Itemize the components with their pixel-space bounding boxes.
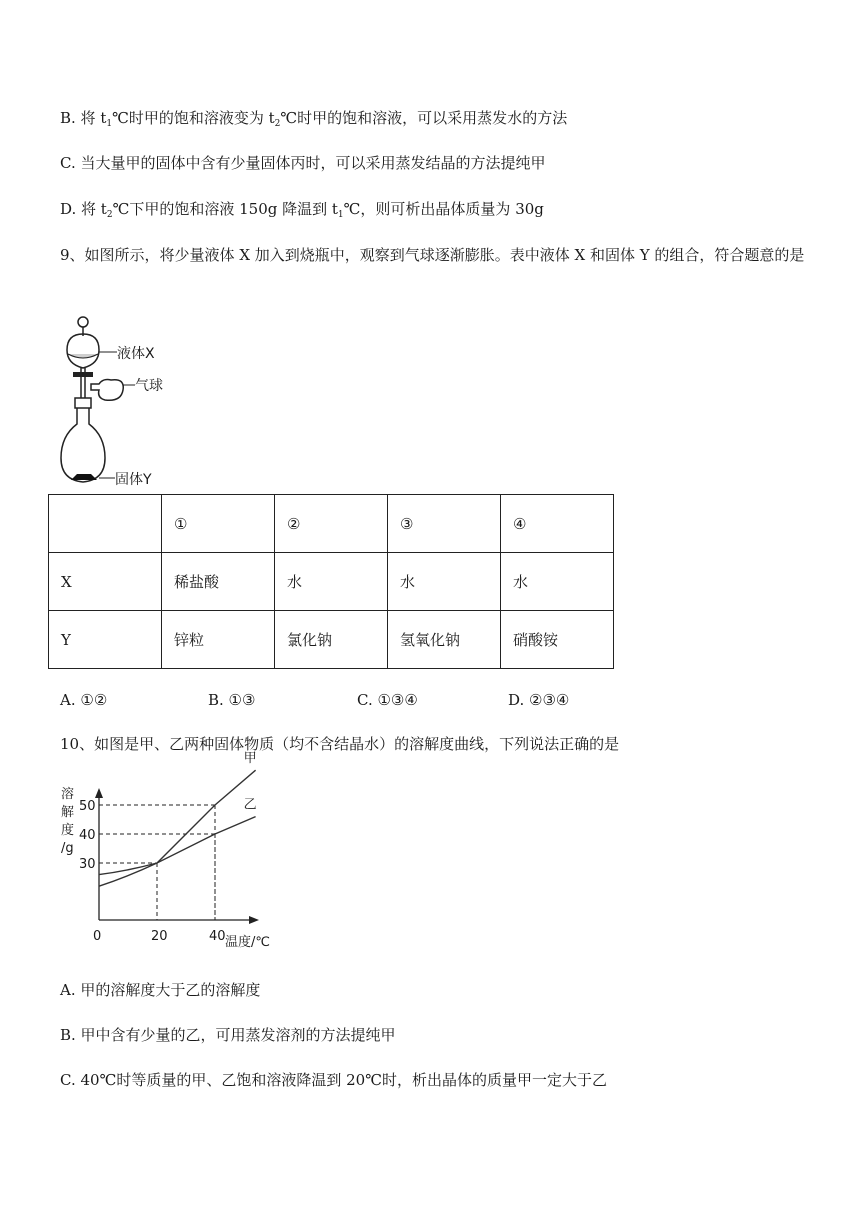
q8-option-b: B. 将 $t_1℃$时甲的饱和溶液变为 $t_2℃$时甲的饱和溶液，可以采用蒸发水的方法	[60, 109, 568, 129]
solubility-chart	[55, 751, 295, 955]
label-solid-y: 固体Y	[115, 472, 152, 488]
q9-combination-table	[48, 494, 614, 669]
table-cell: 水	[275, 553, 388, 611]
y-tick-label: 50	[79, 799, 96, 814]
table-cell: ②	[275, 495, 388, 553]
table-cell: 硝酸铵	[501, 611, 614, 669]
table-cell: Y	[49, 611, 162, 669]
q9-option-d: D. ②③④	[508, 691, 570, 709]
q8-option-d: D. 将 $t_2℃$下甲的饱和溶液 150g 降温到 $t_1℃$，则可析出晶体质量为 30g	[60, 200, 544, 220]
x-tick-label: 0	[93, 929, 102, 944]
table-cell: 稀盐酸	[162, 553, 275, 611]
y-tick-label: 30	[79, 857, 96, 872]
y-tick-label: 40	[79, 828, 96, 843]
x-tick-label: 40	[209, 929, 226, 944]
series-label: 乙	[243, 797, 257, 813]
table-cell: ④	[501, 495, 614, 553]
q9-option-c: C. ①③④	[357, 691, 418, 709]
table-cell: 氯化钠	[275, 611, 388, 669]
q10-option-c: C. 40℃时等质量的甲、乙饱和溶液降温到 20℃时，析出晶体的质量甲一定大于乙	[60, 1071, 607, 1089]
table-cell: ①	[162, 495, 275, 553]
x-tick-label: 20	[151, 929, 168, 944]
ylabel-char: 解	[61, 805, 75, 820]
table-cell: 氢氧化钠	[388, 611, 501, 669]
q8-option-c: C. 当大量甲的固体中含有少量固体丙时，可以采用蒸发结晶的方法提纯甲	[60, 154, 546, 172]
x-axis-arrow	[249, 916, 259, 924]
table-cell: ③	[388, 495, 501, 553]
q9-option-b: B. ①③	[208, 691, 256, 709]
ylabel-char: 溶	[61, 787, 75, 802]
table-cell: X	[49, 553, 162, 611]
table-row	[49, 553, 614, 611]
y-axis-arrow	[95, 788, 103, 798]
table-cell: 水	[388, 553, 501, 611]
label-balloon: 气球	[135, 378, 163, 394]
q10-option-b: B. 甲中含有少量的乙，可用蒸发溶剂的方法提纯甲	[60, 1026, 396, 1044]
q9-option-a: A. ①②	[60, 691, 108, 709]
ylabel-char: /g	[61, 841, 74, 856]
series-curve	[99, 817, 256, 875]
table-cell: 水	[501, 553, 614, 611]
flask-apparatus-figure	[55, 312, 185, 492]
series-label: 甲	[243, 751, 257, 767]
table-cell: 锌粒	[162, 611, 275, 669]
q9-title: 9、如图所示，将少量液体 X 加入到烧瓶中，观察到气球逐渐膨胀。表中液体 X 和固体 Y 的组合，符合题意的是	[60, 246, 805, 264]
q10-title: 10、如图是甲、乙两种固体物质（均不含结晶水）的溶解度曲线，下列说法正确的是	[60, 735, 620, 753]
table-row	[49, 611, 614, 669]
xlabel: 温度/℃	[225, 935, 270, 950]
label-liquid-x: 液体X	[117, 346, 155, 362]
ylabel-char: 度	[61, 823, 75, 838]
q10-option-a: A. 甲的溶解度大于乙的溶解度	[60, 981, 261, 999]
table-cell	[49, 495, 162, 553]
series-curve	[99, 770, 256, 886]
table-header-row	[49, 495, 614, 553]
